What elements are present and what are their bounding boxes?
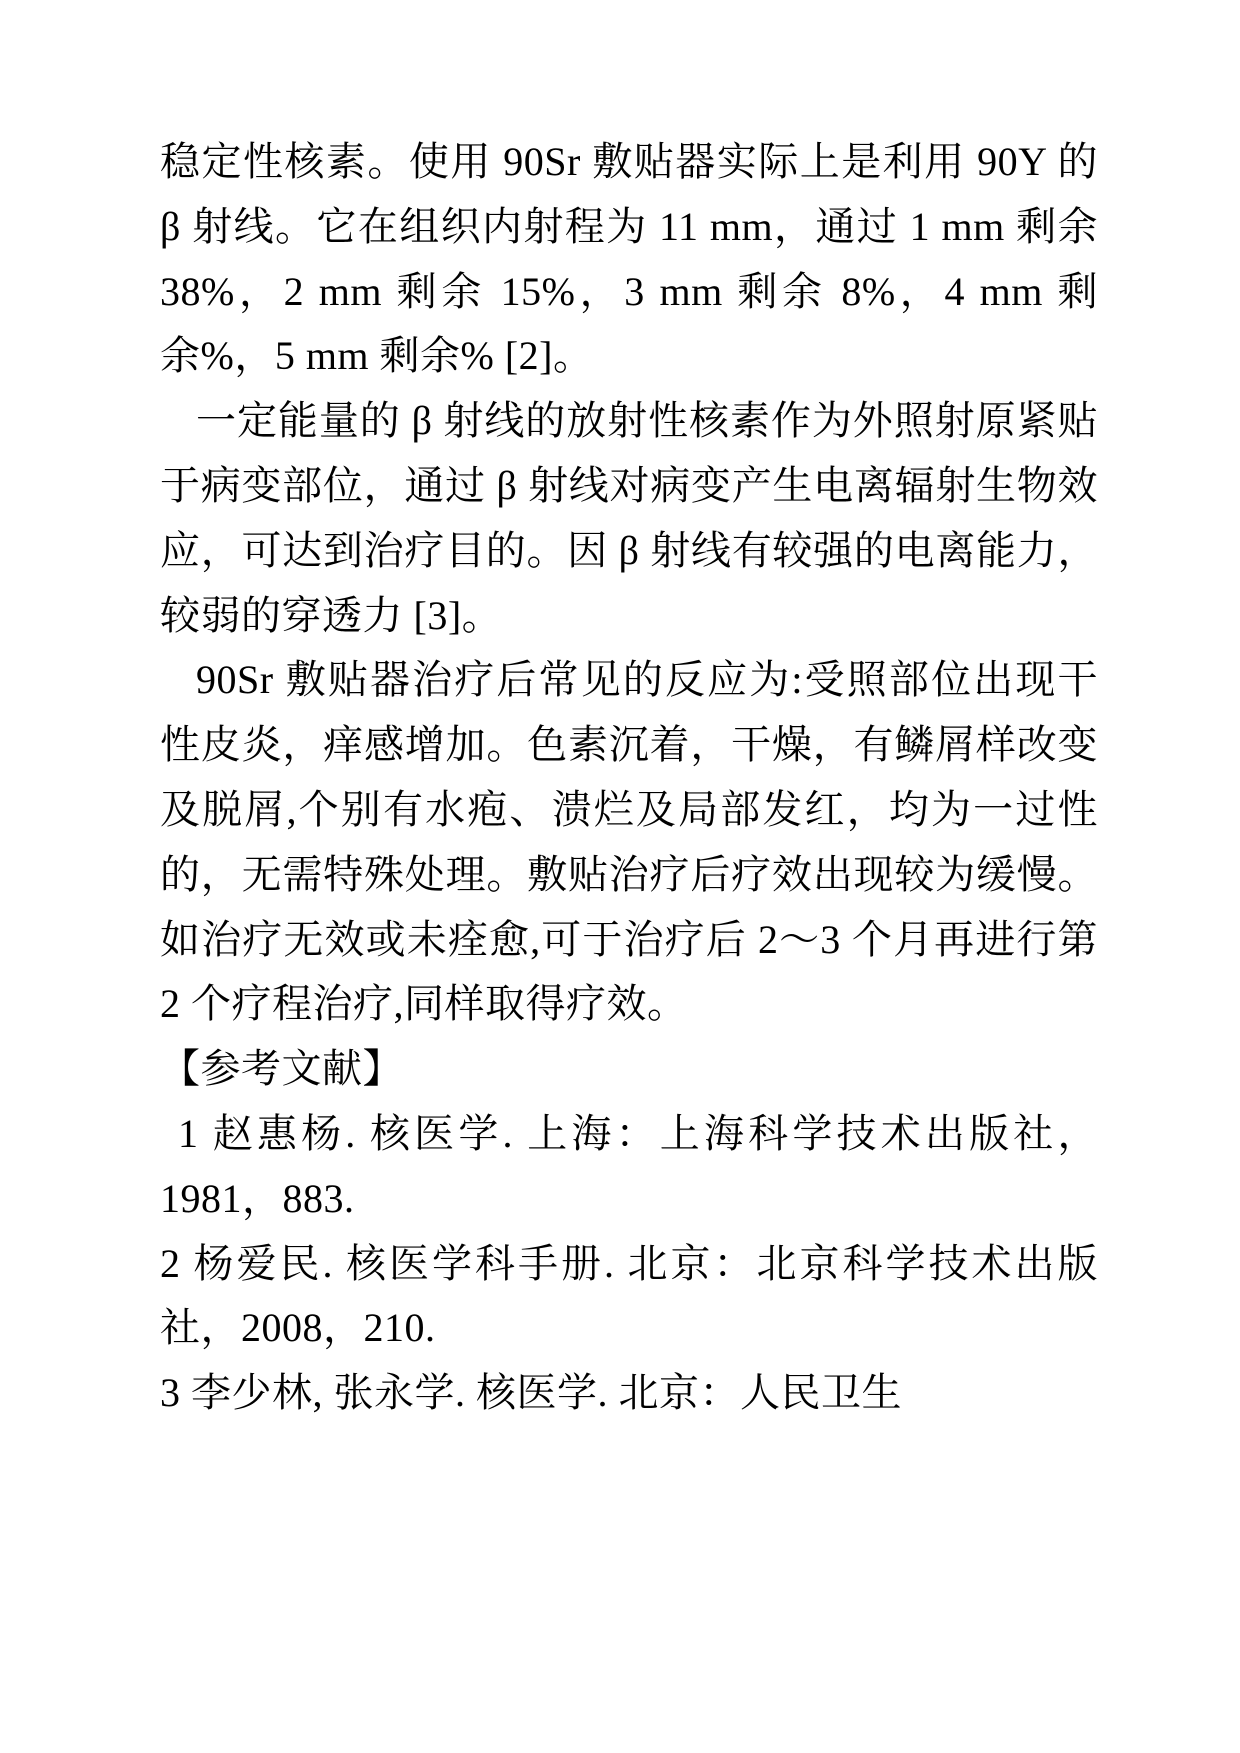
paragraph-3: 90Sr 敷贴器治疗后常见的反应为:受照部位出现干性皮炎，痒感增加。色素沉着，干燥，有鳞屑样改变及脱屑,个别有水疱、溃烂及局部发红，均为一过性的，无需特殊处理。敷贴治疗后疗效出现较为缓慢。如治疗无效或未痊愈,可于治疗后 2～3 个月再进行第 2 个疗程治疗,同样取得疗效。 bbox=[160, 657, 1098, 1027]
reference-item-2: 2 杨爱民. 核医学科手册. 北京：北京科学技术出版社，2008，210. bbox=[160, 1240, 1098, 1351]
paragraph-1: 稳定性核素。使用 90Sr 敷贴器实际上是利用 90Y 的 β 射线。它在组织内射程为 11 mm，通过 1 mm 剩余 38%，2 mm 剩余 15%，3 mm 剩余 8%，4 mm 剩余%，5 mm 剩余% [2]。 bbox=[160, 139, 1098, 379]
document-body bbox=[160, 130, 1098, 1426]
reference-item-3: 3 李少林, 张永学. 核医学. 北京：人民卫生 bbox=[160, 1370, 902, 1416]
paragraph-2: 一定能量的 β 射线的放射性核素作为外照射原紧贴于病变部位，通过 β 射线对病变产生电离辐射生物效应，可达到治疗目的。因 β 射线有较强的电离能力，较弱的穿透力 [3]。 bbox=[160, 398, 1098, 638]
references-heading: 【参考文献】 bbox=[160, 1046, 403, 1092]
reference-item-1: 1 赵惠杨. 核医学. 上海：上海科学技术出版社，1981，883. bbox=[160, 1110, 1098, 1221]
